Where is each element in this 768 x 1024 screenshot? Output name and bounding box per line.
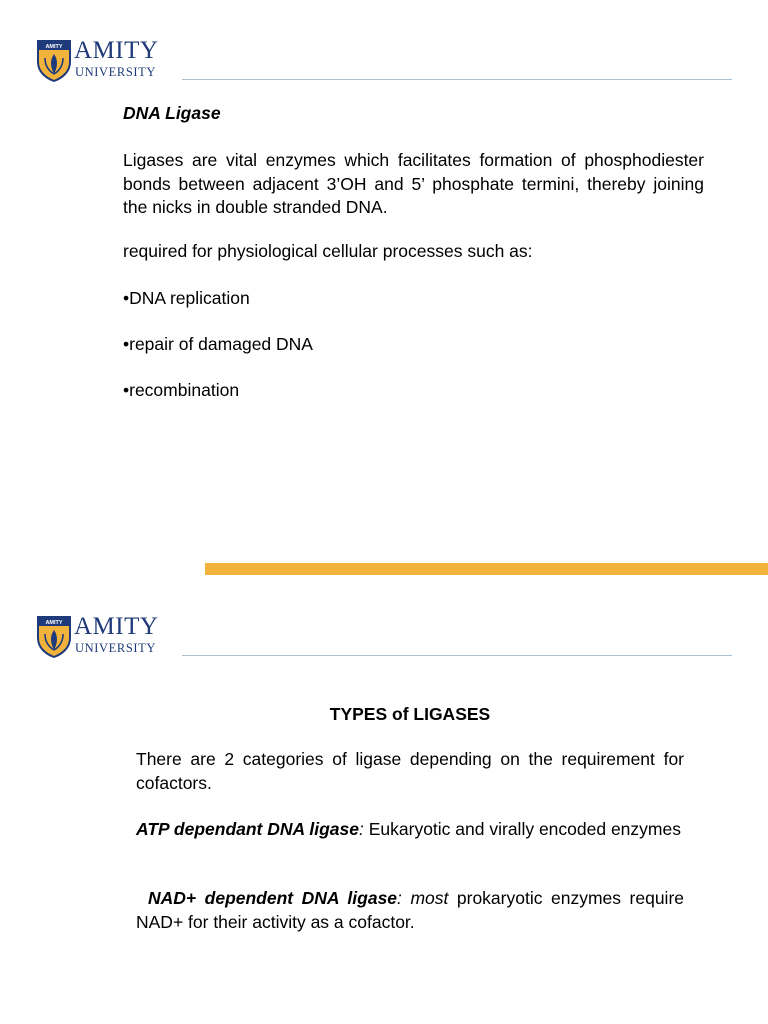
- amity-shield-icon: [36, 614, 72, 658]
- atp-colon: :: [359, 819, 364, 839]
- nad-ligase-item: [136, 887, 684, 934]
- categories-intro: There are 2 categories of ligase depending on the requirement for cofactors.: [136, 749, 684, 793]
- amity-shield-icon: [36, 38, 72, 82]
- atp-description: Eukaryotic and virally encoded enzymes: [363, 819, 681, 839]
- logo-subtitle: UNIVERSITY: [75, 65, 156, 79]
- bullet-recombination: •recombination: [123, 380, 240, 400]
- processes-intro: required for physiological cellular processes such as:: [123, 241, 533, 261]
- slide-footer-bar: [205, 563, 768, 575]
- amity-logo: [36, 38, 168, 82]
- logo-subtitle: UNIVERSITY: [75, 641, 156, 655]
- bullet-dna-replication: •DNA replication: [123, 288, 250, 308]
- logo-wordmark: AMITY: [74, 613, 159, 640]
- nad-description: prokaryotic enzymes require NAD+ for their activity as a cofactor.: [136, 888, 685, 932]
- header-divider: [182, 79, 732, 80]
- header-divider: [182, 655, 732, 656]
- nad-colon: :: [397, 888, 411, 908]
- shield-label: AMITY: [45, 620, 63, 626]
- ligase-definition: Ligases are vital enzymes which facilitates formation of phosphodiester bonds between adjacent 3’OH and 5’ phosphate termini, thereby joining the nicks in double stranded DNA.: [123, 150, 704, 217]
- shield-label: AMITY: [45, 44, 63, 50]
- nad-most: most: [410, 888, 449, 908]
- atp-ligase-item: [136, 818, 684, 842]
- nad-term: NAD+ dependent DNA ligase: [148, 888, 398, 908]
- amity-logo: [36, 614, 168, 658]
- slide-title: TYPES of LIGASES: [329, 704, 491, 724]
- logo-wordmark: AMITY: [74, 37, 159, 64]
- atp-term: ATP dependant DNA ligase: [136, 819, 359, 839]
- slide-types-of-ligases: [0, 576, 768, 1024]
- bullet-repair: •repair of damaged DNA: [123, 334, 313, 354]
- slide-title: DNA Ligase: [123, 103, 221, 123]
